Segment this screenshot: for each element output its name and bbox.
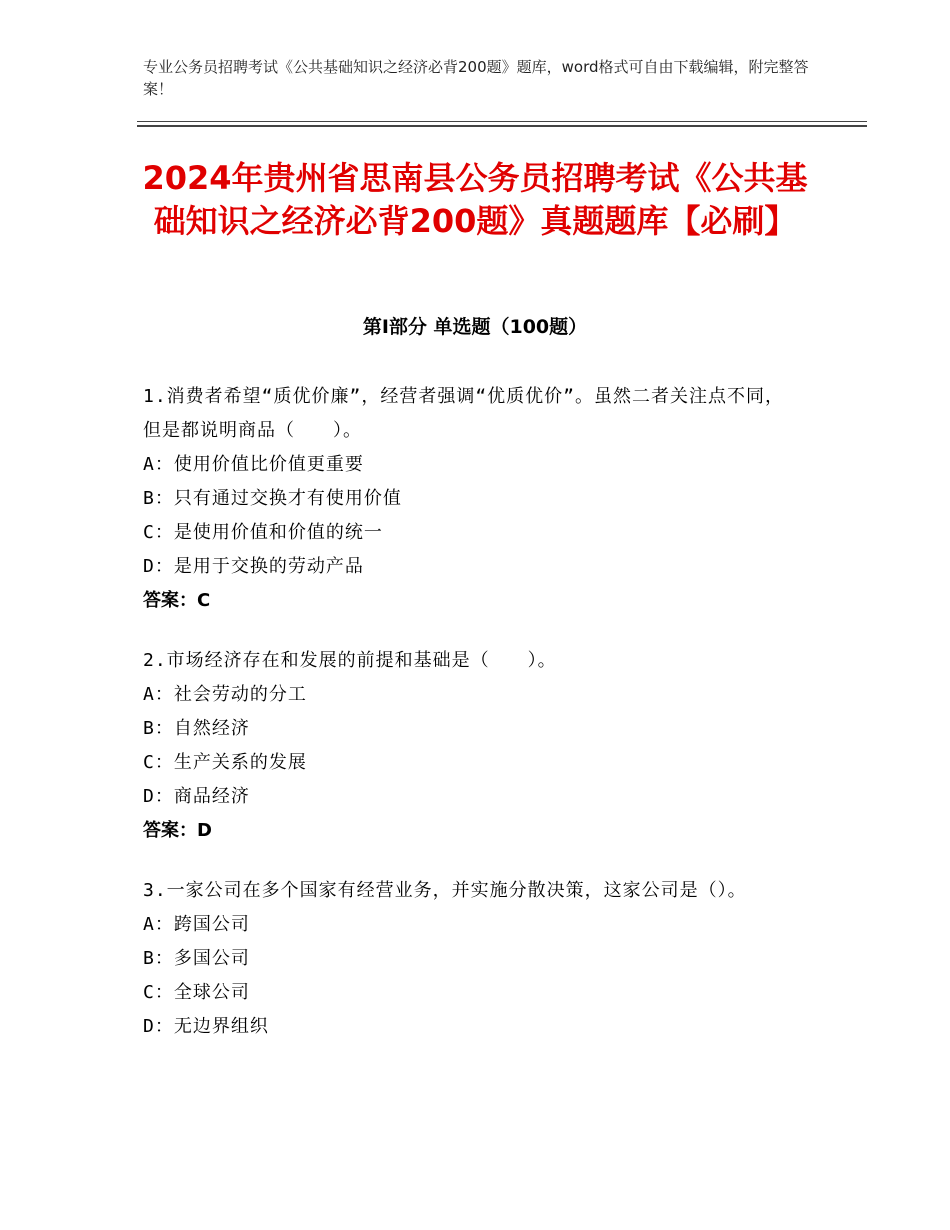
question-stem: 2.市场经济存在和发展的前提和基础是（ ）。 xyxy=(143,650,557,671)
option-b: B：多国公司 xyxy=(143,948,250,969)
option-d: D：无边界组织 xyxy=(143,1016,269,1037)
option-b: B：自然经济 xyxy=(143,718,250,739)
header-rule xyxy=(137,121,867,122)
option-b: B：只有通过交换才有使用价值 xyxy=(143,488,402,509)
question-1 xyxy=(143,380,803,618)
option-d: D：是用于交换的劳动产品 xyxy=(143,556,364,577)
option-a: A：跨国公司 xyxy=(143,914,250,935)
document-title: 2024年贵州省思南县公务员招聘考试《公共基础知识之经济必背200题》真题题库【必刷】 xyxy=(142,159,808,240)
option-c: C：全球公司 xyxy=(143,982,250,1003)
question-stem: 3.一家公司在多个国家有经营业务，并实施分散决策，这家公司是（）。 xyxy=(143,880,747,901)
option-d: D：商品经济 xyxy=(143,786,250,807)
option-c: C：生产关系的发展 xyxy=(143,752,307,773)
option-a: A：社会劳动的分工 xyxy=(143,684,307,705)
answer: 答案：D xyxy=(143,820,212,841)
header-note: 专业公务员招聘考试《公共基础知识之经济必背200题》题库，word格式可自由下载编辑，附完整答案！ xyxy=(143,58,809,98)
section-heading: 第I部分 单选题（100题） xyxy=(362,316,588,338)
question-stem: 1.消费者希望“质优价廉”，经营者强调“优质优价”。虽然二者关注点不同，但是都说明商品（ ）。 xyxy=(143,386,785,441)
question-2 xyxy=(143,644,803,848)
option-c: C：是使用价值和价值的统一 xyxy=(143,522,383,543)
header-rule-thick xyxy=(137,125,867,127)
question-3 xyxy=(143,874,803,1044)
question-list xyxy=(143,380,803,1070)
option-a: A：使用价值比价值更重要 xyxy=(143,454,364,475)
answer: 答案：C xyxy=(143,590,211,611)
